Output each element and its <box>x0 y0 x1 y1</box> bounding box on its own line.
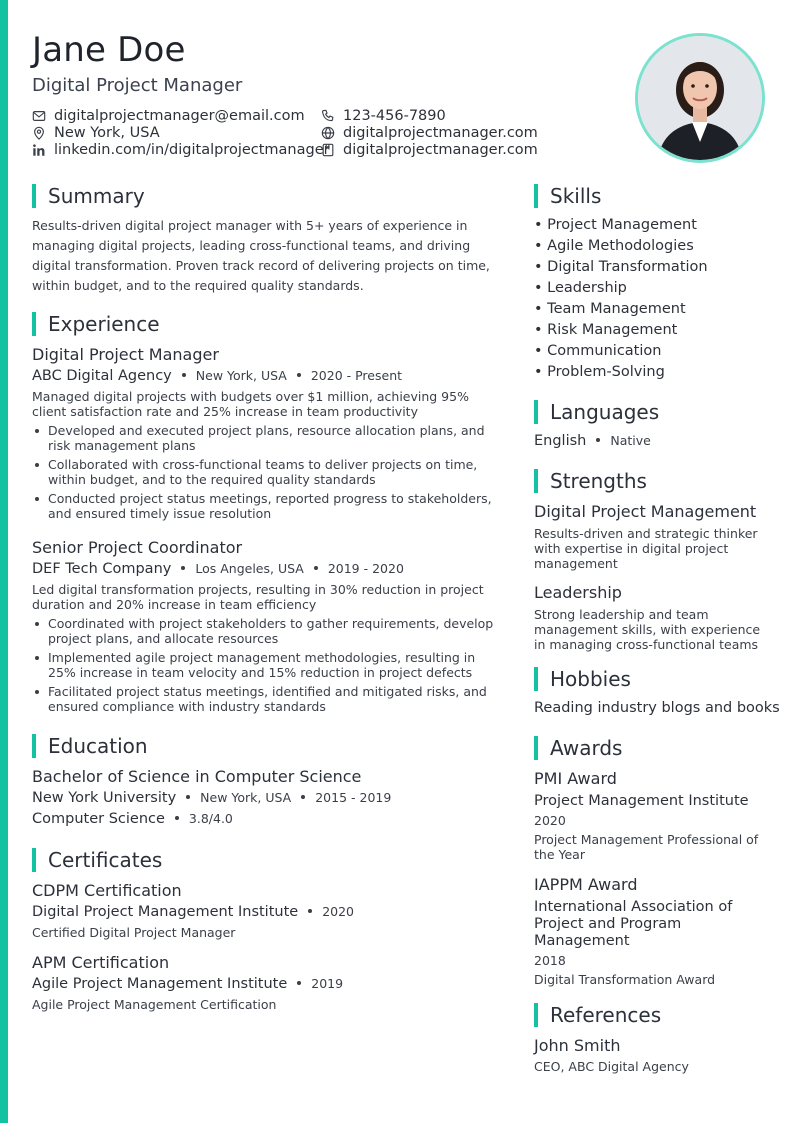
job-bullets <box>32 423 494 525</box>
job-company: DEF Tech Company <box>32 561 172 577</box>
job-description: Led digital transformation projects, resulting in 30% reduction in project duration and 20% increase in team efficiency <box>32 582 484 612</box>
strengths-heading <box>534 469 647 493</box>
certificate-desc: Certified Digital Project Manager <box>32 925 236 940</box>
skill-item: • Digital Transformation <box>534 259 708 275</box>
list-item: Coordinated with project stakeholders to gather requirements, develop project plans, and allocate resources <box>32 616 502 646</box>
education-dates: 2015 - 2019 <box>315 790 392 805</box>
awards-title: Awards <box>550 736 623 760</box>
certificate-name: CDPM Certification <box>32 881 182 900</box>
location-pin-icon <box>32 126 46 140</box>
award-name: PMI Award <box>534 769 617 788</box>
awards-heading <box>534 736 622 760</box>
job-bullets <box>32 616 502 718</box>
certificate-issuer: Agile Project Management Institute <box>32 976 288 992</box>
email-icon <box>32 109 46 123</box>
linkedin-text: linkedin.com/in/digitalprojectmanager <box>54 142 330 158</box>
heading-accent <box>534 1003 538 1027</box>
summary-text: Results-driven digital project manager with 5+ years of experience in managing digital projects, leading cross-functional teams, and driving digital transformation. Proven track record of delivering projects on time, within budget, and to the required quality standards. <box>32 218 490 293</box>
reference-role: CEO, ABC Digital Agency <box>534 1059 689 1074</box>
heading-accent <box>32 184 36 208</box>
job-position: Senior Project Coordinator <box>32 538 243 557</box>
certificate-name: APM Certification <box>32 953 170 972</box>
hobby-item: Reading industry blogs and books <box>534 700 780 716</box>
job-meta <box>32 561 404 577</box>
certificates-heading <box>32 848 162 872</box>
accent-bar <box>0 0 8 1123</box>
education-meta <box>32 790 391 806</box>
award-name: IAPPM Award <box>534 875 638 894</box>
award-org: Project Management Institute <box>534 793 749 809</box>
strength-desc: Strong leadership and team management skills, with experience in managing cross-functional teams <box>534 607 761 652</box>
skills-title: Skills <box>550 184 602 208</box>
certificate-year: 2019 <box>311 976 344 991</box>
hobbies-heading <box>534 667 631 691</box>
references-heading <box>534 1003 661 1027</box>
award-org: International Association of Project and Program Management <box>534 899 733 949</box>
skill-item: • Agile Methodologies <box>534 238 694 254</box>
bookmark-icon <box>321 143 335 157</box>
job-dates: 2020 - Present <box>310 368 403 383</box>
job-meta <box>32 368 402 384</box>
education-degree: Bachelor of Science in Computer Science <box>32 767 362 786</box>
skill-item: • Project Management <box>534 217 697 233</box>
list-item: Implemented agile project management methodologies, resulting in 25% increase in team velocity and 15% reduction in project defects <box>32 650 502 680</box>
certificate-meta <box>32 976 343 992</box>
certificates-title: Certificates <box>48 848 163 872</box>
candidate-name: Jane Doe <box>32 30 186 70</box>
experience-heading <box>32 312 160 336</box>
language-name: English <box>534 433 587 449</box>
email-text: digitalprojectmanager@email.com <box>54 108 305 124</box>
summary-heading <box>32 184 145 208</box>
contact-location <box>32 124 160 142</box>
summary-title: Summary <box>48 184 145 208</box>
strength-name: Leadership <box>534 583 622 602</box>
education-location: New York, USA <box>200 790 292 805</box>
contact-email[interactable] <box>32 107 305 125</box>
references-title: References <box>550 1003 662 1027</box>
job-dates: 2019 - 2020 <box>327 561 404 576</box>
education-title: Education <box>48 734 148 758</box>
portrait-illustration <box>638 36 762 160</box>
certificate-desc: Agile Project Management Certification <box>32 997 277 1012</box>
heading-accent <box>534 400 538 424</box>
education-heading <box>32 734 148 758</box>
languages-title: Languages <box>550 400 660 424</box>
job-location: New York, USA <box>195 368 287 383</box>
list-item: Developed and executed project plans, resource allocation plans, and risk management plans <box>32 423 494 453</box>
phone-icon <box>321 109 335 123</box>
heading-accent <box>32 848 36 872</box>
heading-accent <box>32 312 36 336</box>
award-year: 2020 <box>534 813 566 828</box>
heading-accent <box>534 469 538 493</box>
heading-accent <box>534 667 538 691</box>
languages-heading <box>534 400 659 424</box>
education-field: Computer Science <box>32 811 165 827</box>
award-year: 2018 <box>534 953 566 968</box>
experience-title: Experience <box>48 312 160 336</box>
certificate-issuer: Digital Project Management Institute <box>32 904 299 920</box>
job-location: Los Angeles, USA <box>195 561 304 576</box>
list-item: Collaborated with cross-functional teams to deliver projects on time, within budget, and to the required quality standards <box>32 457 494 487</box>
skill-item: • Team Management <box>534 301 686 317</box>
candidate-role: Digital Project Manager <box>32 75 243 96</box>
globe-icon <box>321 126 335 140</box>
hobbies-title: Hobbies <box>550 667 631 691</box>
language-level: Native <box>610 433 651 448</box>
education-gpa: 3.8/4.0 <box>188 811 233 826</box>
strengths-title: Strengths <box>550 469 647 493</box>
strength-name: Digital Project Management <box>534 502 757 521</box>
contact-portfolio[interactable] <box>321 141 538 159</box>
skill-item: • Risk Management <box>534 322 678 338</box>
profile-photo <box>635 33 765 163</box>
skill-item: • Communication <box>534 343 662 359</box>
heading-accent <box>32 734 36 758</box>
contact-linkedin[interactable] <box>32 141 330 159</box>
job-description: Managed digital projects with budgets over $1 million, achieving 95% client satisfaction rate and 25% increase in team productivity <box>32 389 469 419</box>
certificate-year: 2020 <box>322 904 355 919</box>
location-text: New York, USA <box>54 125 160 141</box>
reference-name: John Smith <box>534 1036 621 1055</box>
award-desc: Project Management Professional of the Year <box>534 832 759 862</box>
contact-website[interactable] <box>321 124 538 142</box>
skill-item: • Problem-Solving <box>534 364 665 380</box>
linkedin-icon <box>32 143 46 157</box>
education-field-row <box>32 811 233 827</box>
skills-heading <box>534 184 601 208</box>
list-item: Facilitated project status meetings, identified and mitigated risks, and ensured compliance with industry standards <box>32 684 502 714</box>
award-desc: Digital Transformation Award <box>534 972 716 987</box>
language-item <box>534 433 651 449</box>
education-school: New York University <box>32 790 177 806</box>
list-item: Conducted project status meetings, reported progress to stakeholders, and ensured timely issue resolution <box>32 491 494 521</box>
job-position: Digital Project Manager <box>32 345 219 364</box>
website-text: digitalprojectmanager.com <box>343 125 538 141</box>
skill-item: • Leadership <box>534 280 627 296</box>
portfolio-text: digitalprojectmanager.com <box>343 142 538 158</box>
contact-phone[interactable] <box>321 107 446 125</box>
heading-accent <box>534 736 538 760</box>
job-company: ABC Digital Agency <box>32 368 172 384</box>
certificate-meta <box>32 904 354 920</box>
phone-text: 123-456-7890 <box>343 108 446 124</box>
heading-accent <box>534 184 538 208</box>
strength-desc: Results-driven and strategic thinker with expertise in digital project management <box>534 526 758 571</box>
